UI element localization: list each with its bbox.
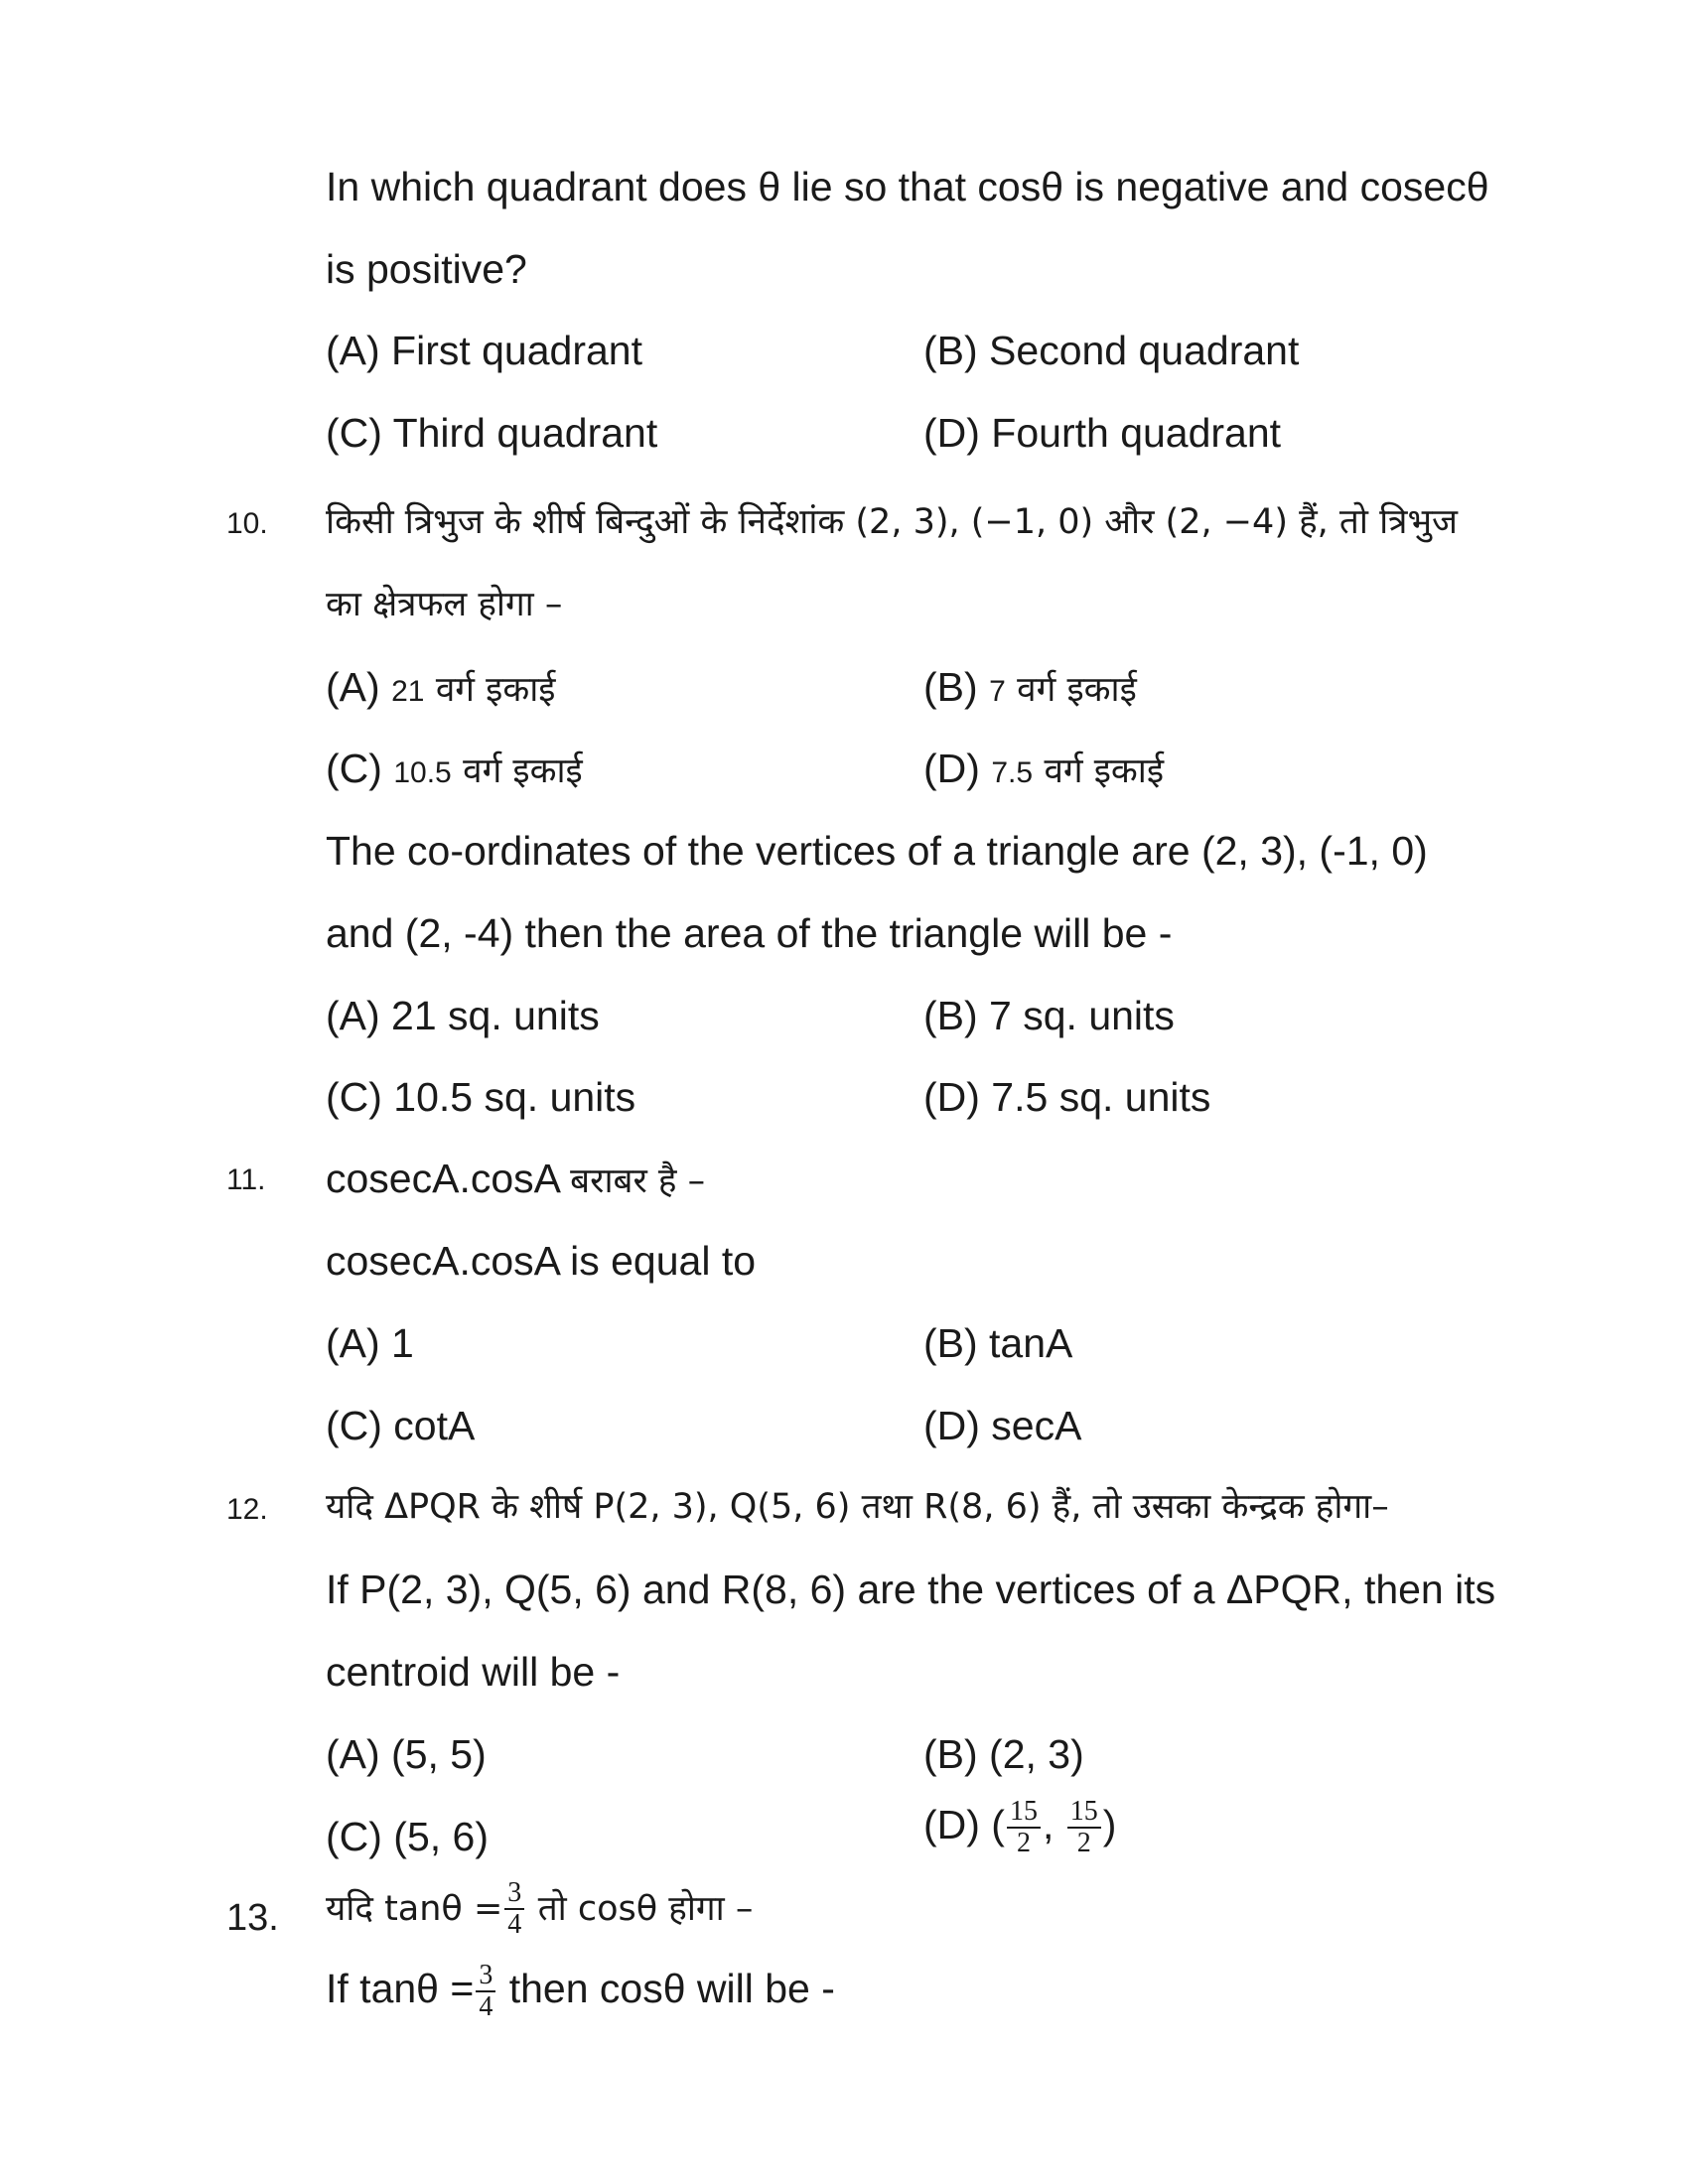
- q12-number: 12.: [226, 1493, 268, 1526]
- option-number: 10.5: [393, 756, 452, 789]
- denominator: 2: [1016, 1828, 1031, 1858]
- q9-option-b: (B) Second quadrant: [923, 328, 1300, 373]
- q11-option-b: (B) tanA: [923, 1320, 1073, 1366]
- option-label: (C): [326, 746, 382, 791]
- q10-question-line1: The co-ordinates of the vertices of a triangle are (2, 3), (-1, 0): [326, 828, 1428, 874]
- q12-question-line2: centroid will be -: [326, 1649, 621, 1695]
- q10-number: 10.: [226, 507, 268, 540]
- q13-question-prefix: If tanθ =: [326, 1965, 475, 2011]
- option-text: वर्ग इकाई: [1017, 670, 1137, 710]
- numerator: 15: [1007, 1797, 1041, 1829]
- fraction: [476, 1961, 495, 2022]
- option-prefix: (D) (: [923, 1801, 1005, 1847]
- denominator: 4: [507, 1909, 522, 1940]
- q12-option-d: [923, 1797, 1116, 1858]
- q10-option-b: (B) 7 sq. units: [923, 993, 1175, 1038]
- q10-hindi-option-b: [923, 661, 1137, 718]
- option-number: 7: [989, 675, 1006, 708]
- q10-option-d: (D) 7.5 sq. units: [923, 1074, 1211, 1120]
- q10-hindi-option-a: [326, 661, 555, 718]
- q13-hindi-prefix: यदि tanθ =: [326, 1888, 503, 1929]
- fraction: [504, 1878, 524, 1940]
- q12-hindi-line: यदि ΔPQR के शीर्ष P(2, 3), Q(5, 6) तथा R(8, 6) हैं, तो उसका केन्द्रक होगा–: [326, 1487, 1389, 1527]
- q13-question-suffix: then cosθ will be -: [508, 1965, 835, 2011]
- fraction: [1007, 1797, 1041, 1858]
- q10-hindi-option-c: [326, 743, 583, 799]
- q10-hindi-line2: का क्षेत्रफल होगा –: [326, 585, 563, 624]
- separator: ,: [1042, 1801, 1065, 1847]
- q13-hindi-suffix: तो cosθ होगा –: [537, 1888, 754, 1929]
- option-text: वर्ग इकाई: [463, 751, 583, 791]
- q10-option-a: (A) 21 sq. units: [326, 993, 600, 1038]
- numerator: 3: [504, 1878, 524, 1910]
- q12-option-a: (A) (5, 5): [326, 1731, 487, 1777]
- option-number: 7.5: [991, 756, 1034, 789]
- q11-question-line: cosecA.cosA is equal to: [326, 1238, 757, 1284]
- q10-hindi-line1: किसी त्रिभुज के शीर्ष बिन्दुओं के निर्देशांक (2, 3), (−1, 0) और (2, −4) हैं, तो त्रिभुज: [326, 502, 1459, 542]
- q11-option-a: (A) 1: [326, 1320, 414, 1366]
- option-text: वर्ग इकाई: [435, 670, 556, 710]
- q9-question-line2: is positive?: [326, 246, 527, 292]
- q9-option-c: (C) Third quadrant: [326, 410, 658, 456]
- q10-question-line2: and (2, -4) then the area of the triangle will be -: [326, 910, 1173, 956]
- option-text: वर्ग इकाई: [1044, 751, 1165, 791]
- option-label: (D): [923, 746, 980, 791]
- option-suffix: ): [1102, 1801, 1117, 1847]
- q12-option-b: (B) (2, 3): [923, 1731, 1084, 1777]
- fraction: [1067, 1797, 1101, 1858]
- numerator: 3: [476, 1961, 495, 1992]
- q11-number: 11.: [226, 1163, 266, 1196]
- option-label: (B): [923, 664, 978, 710]
- q13-question-line: [326, 1961, 835, 2022]
- numerator: 15: [1067, 1797, 1101, 1829]
- denominator: 4: [479, 1991, 493, 2022]
- q9-question-line1: In which quadrant does θ lie so that cosθ is negative and cosecθ: [326, 164, 1489, 209]
- q10-option-c: (C) 10.5 sq. units: [326, 1074, 636, 1120]
- q11-option-c: (C) cotA: [326, 1403, 476, 1448]
- q9-option-a: (A) First quadrant: [326, 328, 642, 373]
- q12-option-c: (C) (5, 6): [326, 1814, 489, 1859]
- q9-option-d: (D) Fourth quadrant: [923, 410, 1282, 456]
- q12-question-line1: If P(2, 3), Q(5, 6) and R(8, 6) are the vertices of a ΔPQR, then its: [326, 1567, 1496, 1612]
- q13-hindi-line: [326, 1878, 753, 1940]
- q11-hindi-expression: cosecA.cosA: [326, 1156, 559, 1201]
- q11-option-d: (D) secA: [923, 1403, 1082, 1448]
- option-number: 21: [391, 675, 425, 708]
- q11-hindi-line: [326, 1153, 705, 1207]
- q10-hindi-option-d: [923, 743, 1164, 799]
- denominator: 2: [1076, 1828, 1091, 1858]
- q13-number: 13.: [226, 1897, 279, 1939]
- q11-hindi-text: बराबर है –: [570, 1161, 706, 1201]
- option-label: (A): [326, 664, 380, 710]
